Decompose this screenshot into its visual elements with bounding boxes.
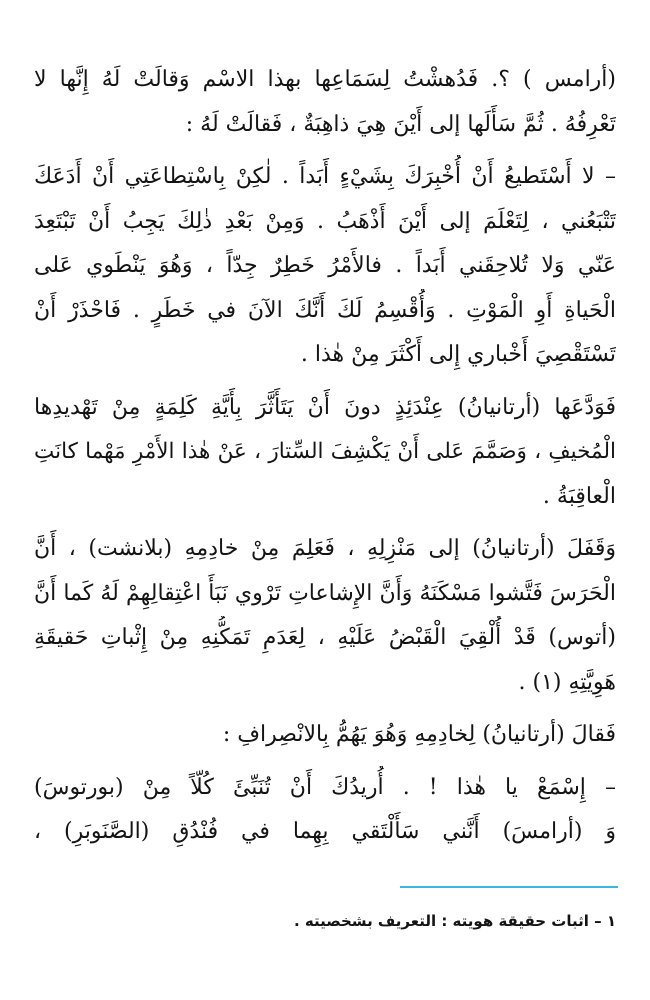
text-line: هَوِيَّتِهِ (١) . — [518, 669, 616, 695]
text-line: (أرامس ) ؟. فَدُهشْتُ لِسَمَاعِها بهذا الاسْم وَقالَتْ لَهُ إِنَّها لا — [34, 67, 616, 92]
text-line: الْحَياةِ أَوِ الْمَوْتِ . وَأُقْسِمُ لَكَ أَنَّكَ الآنَ في خَطَرٍ . فَاحْذَرْ أَنْ — [34, 297, 616, 323]
footnote-divider — [400, 886, 618, 888]
text-line: تَعْرِفُهُ . ثُمَّ سَأَلَها إلى أَيْنَ هِيَ ذاهِبَةٌ ، فَقالَتْ لَهُ : — [185, 111, 616, 137]
text-line: وَ (أرامسَ) أَنَّني سَأَلْتَقي بِهِما في فُنْدُقِ (الصَّنَوبَرِ) ، — [34, 819, 616, 844]
footnote: ١ – اثبات حقيقة هويته : التعريف بشخصيته . — [293, 912, 616, 930]
text-line: – إِسْمَعْ يا هٰذا ! . أُريدُكَ أَنْ تُنَبِّئَ كُلّاً مِنْ (بورتوسَ) — [34, 774, 616, 800]
body-text — [34, 58, 616, 855]
text-line: تَسْتَقْصِيَ أَخْباري إِلى أَكْثَرَ مِنْ هٰذا . — [300, 342, 616, 367]
paragraph-gap — [34, 378, 616, 386]
text-line: تَتْبَعُني ، لِتَعْلَمَ إلى أَيْنَ أَذْهَبُ . وَمِنْ بَعْدِ ذٰلِكَ يَجِبُ أَنْ تَبْتَعِدَ — [34, 208, 616, 234]
text-line: الْعاقِبَةُ . — [542, 483, 616, 509]
text-line: – لا أَسْتَطيعُ أَنْ أُخْبِرَكَ بِشَيْءٍ أَبَداً . لٰكِنْ بِاسْتِطاعَتِي أَنْ أَدَعَكَ — [34, 164, 616, 189]
text-line: وَقَفَلَ (أرتانيانُ) إلى مَنْزِلِهِ ، فَعَلِمَ مِنْ خادِمِهِ (بلانشت) ، أَنَّ — [34, 536, 616, 561]
paragraph-gap — [34, 705, 616, 713]
text-line: فَقالَ (أرتانيانُ) لِخادِمِهِ وَهُوَ يَهُمُّ بِالانْصِرافِ : — [222, 722, 616, 747]
text-line: فَوَدَّعَها (أرتانيانُ) عِنْدَئِذٍ دونَ أَنْ يَتَأَثَّرَ بِأَيَّةِ كَلِمَةٍ مِنْ تَهْديدِها — [34, 394, 616, 420]
paragraph-gap — [34, 519, 616, 527]
text-line: (أتوس) قَدْ أُلْقِيَ الْقَبْضُ عَلَيْهِ ، لِعَدَمِ تَمَكُّنِهِ مِنْ إِثْباتِ حَقيقَةِ — [34, 625, 616, 650]
text-line: عَنّي وَلا تُلاحِقَني أَبَداً . فالأَمْرُ خَطِرٌ جِدّاً ، وَهُوَ يَنْطَوي عَلى — [34, 253, 616, 278]
text-line: الْمُخيفِ ، وَصَمَّمَ عَلى أَنْ يَكْشِفَ السِّتارَ ، عَنْ هٰذا الأَمْرِ مَهْما كانَتِ — [34, 439, 616, 464]
paragraph-gap — [34, 147, 616, 155]
text-line: الْحَرَسَ فَتَّشوا مَسْكَنَهُ وَأَنَّ الإِشاعاتِ تَرْوي نَبَأَ اعْتِقالِهِمْ لَهُ كَما أَنَّ — [34, 580, 616, 606]
paragraph-gap — [34, 758, 616, 766]
